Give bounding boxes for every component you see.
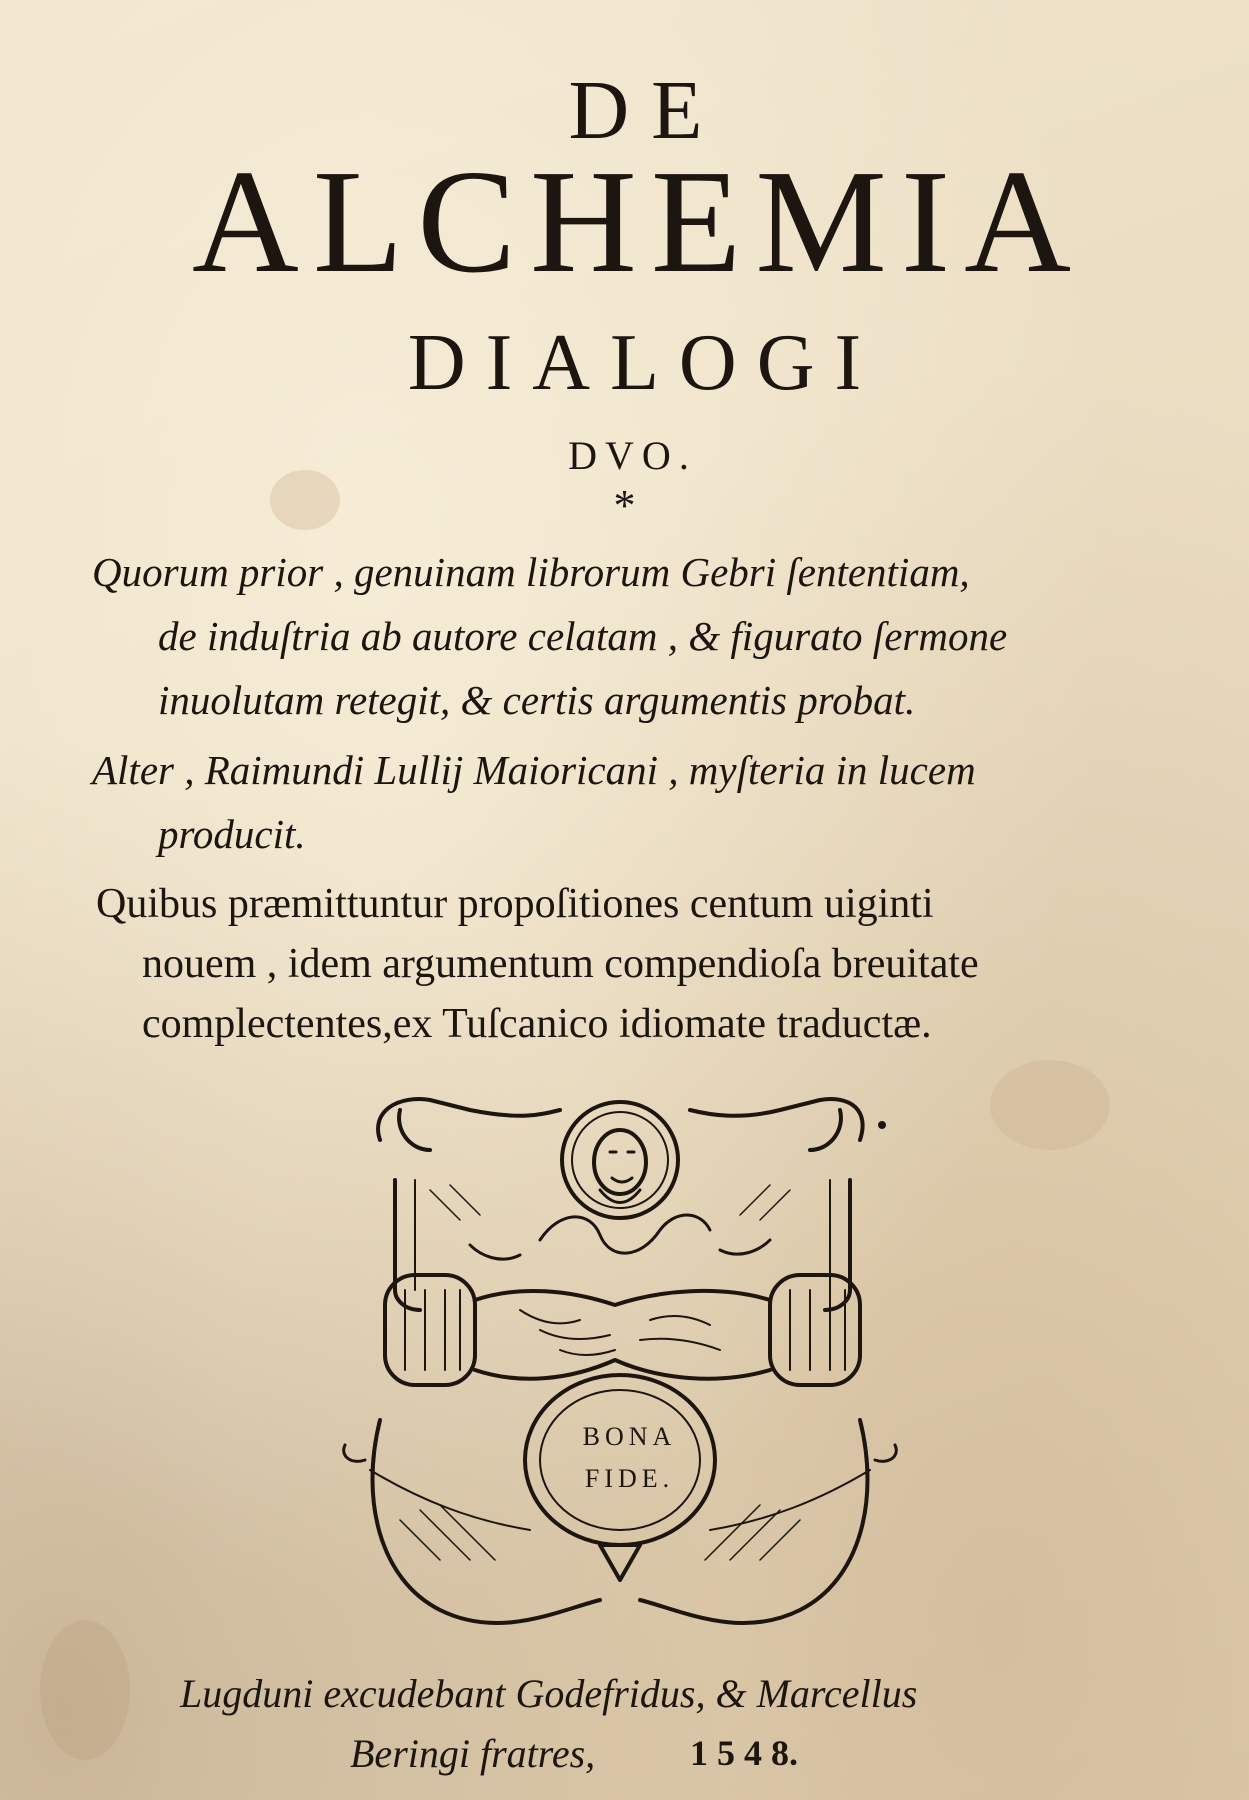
description-quibus-line: nouem , idem argumentum compendioſa breuitate bbox=[142, 941, 979, 987]
imprint-line1: Lugduni excudebant Godefridus, & Marcellus bbox=[180, 1671, 918, 1716]
imprint-printers: Beringi fratres, bbox=[350, 1731, 596, 1776]
description-alter-line: Alter , Raimundi Lullij Maioricani , myſteria in lucem bbox=[92, 747, 976, 793]
title-alchemia: ALCHEMIA bbox=[191, 140, 1086, 304]
device-motto-line2: FIDE. bbox=[584, 1464, 675, 1493]
description-quibus-line: Quibus præmittuntur propoſitiones centum uiginti bbox=[96, 881, 934, 927]
description-alter-line: producit. bbox=[158, 811, 306, 857]
device-motto-line1: BONA bbox=[582, 1422, 677, 1451]
title-duo: DVO. bbox=[568, 433, 697, 478]
title-dialogi: DIALOGI bbox=[407, 319, 882, 407]
description-prior-line: Quorum prior , genuinam librorum Gebri ſententiam, bbox=[92, 549, 970, 595]
asterisk-ornament: * bbox=[613, 481, 636, 530]
description-prior-line: de induſtria ab autore celatam , & figurato ſermone bbox=[158, 613, 1008, 659]
title-de: DE bbox=[568, 64, 725, 157]
description-prior-line: inuolutam retegit, & certis argumentis probat. bbox=[158, 677, 916, 723]
description-quibus-line: complectentes,ex Tuſcanico idiomate traductæ. bbox=[142, 1001, 932, 1047]
imprint-year: 1 5 4 8. bbox=[690, 1733, 798, 1773]
